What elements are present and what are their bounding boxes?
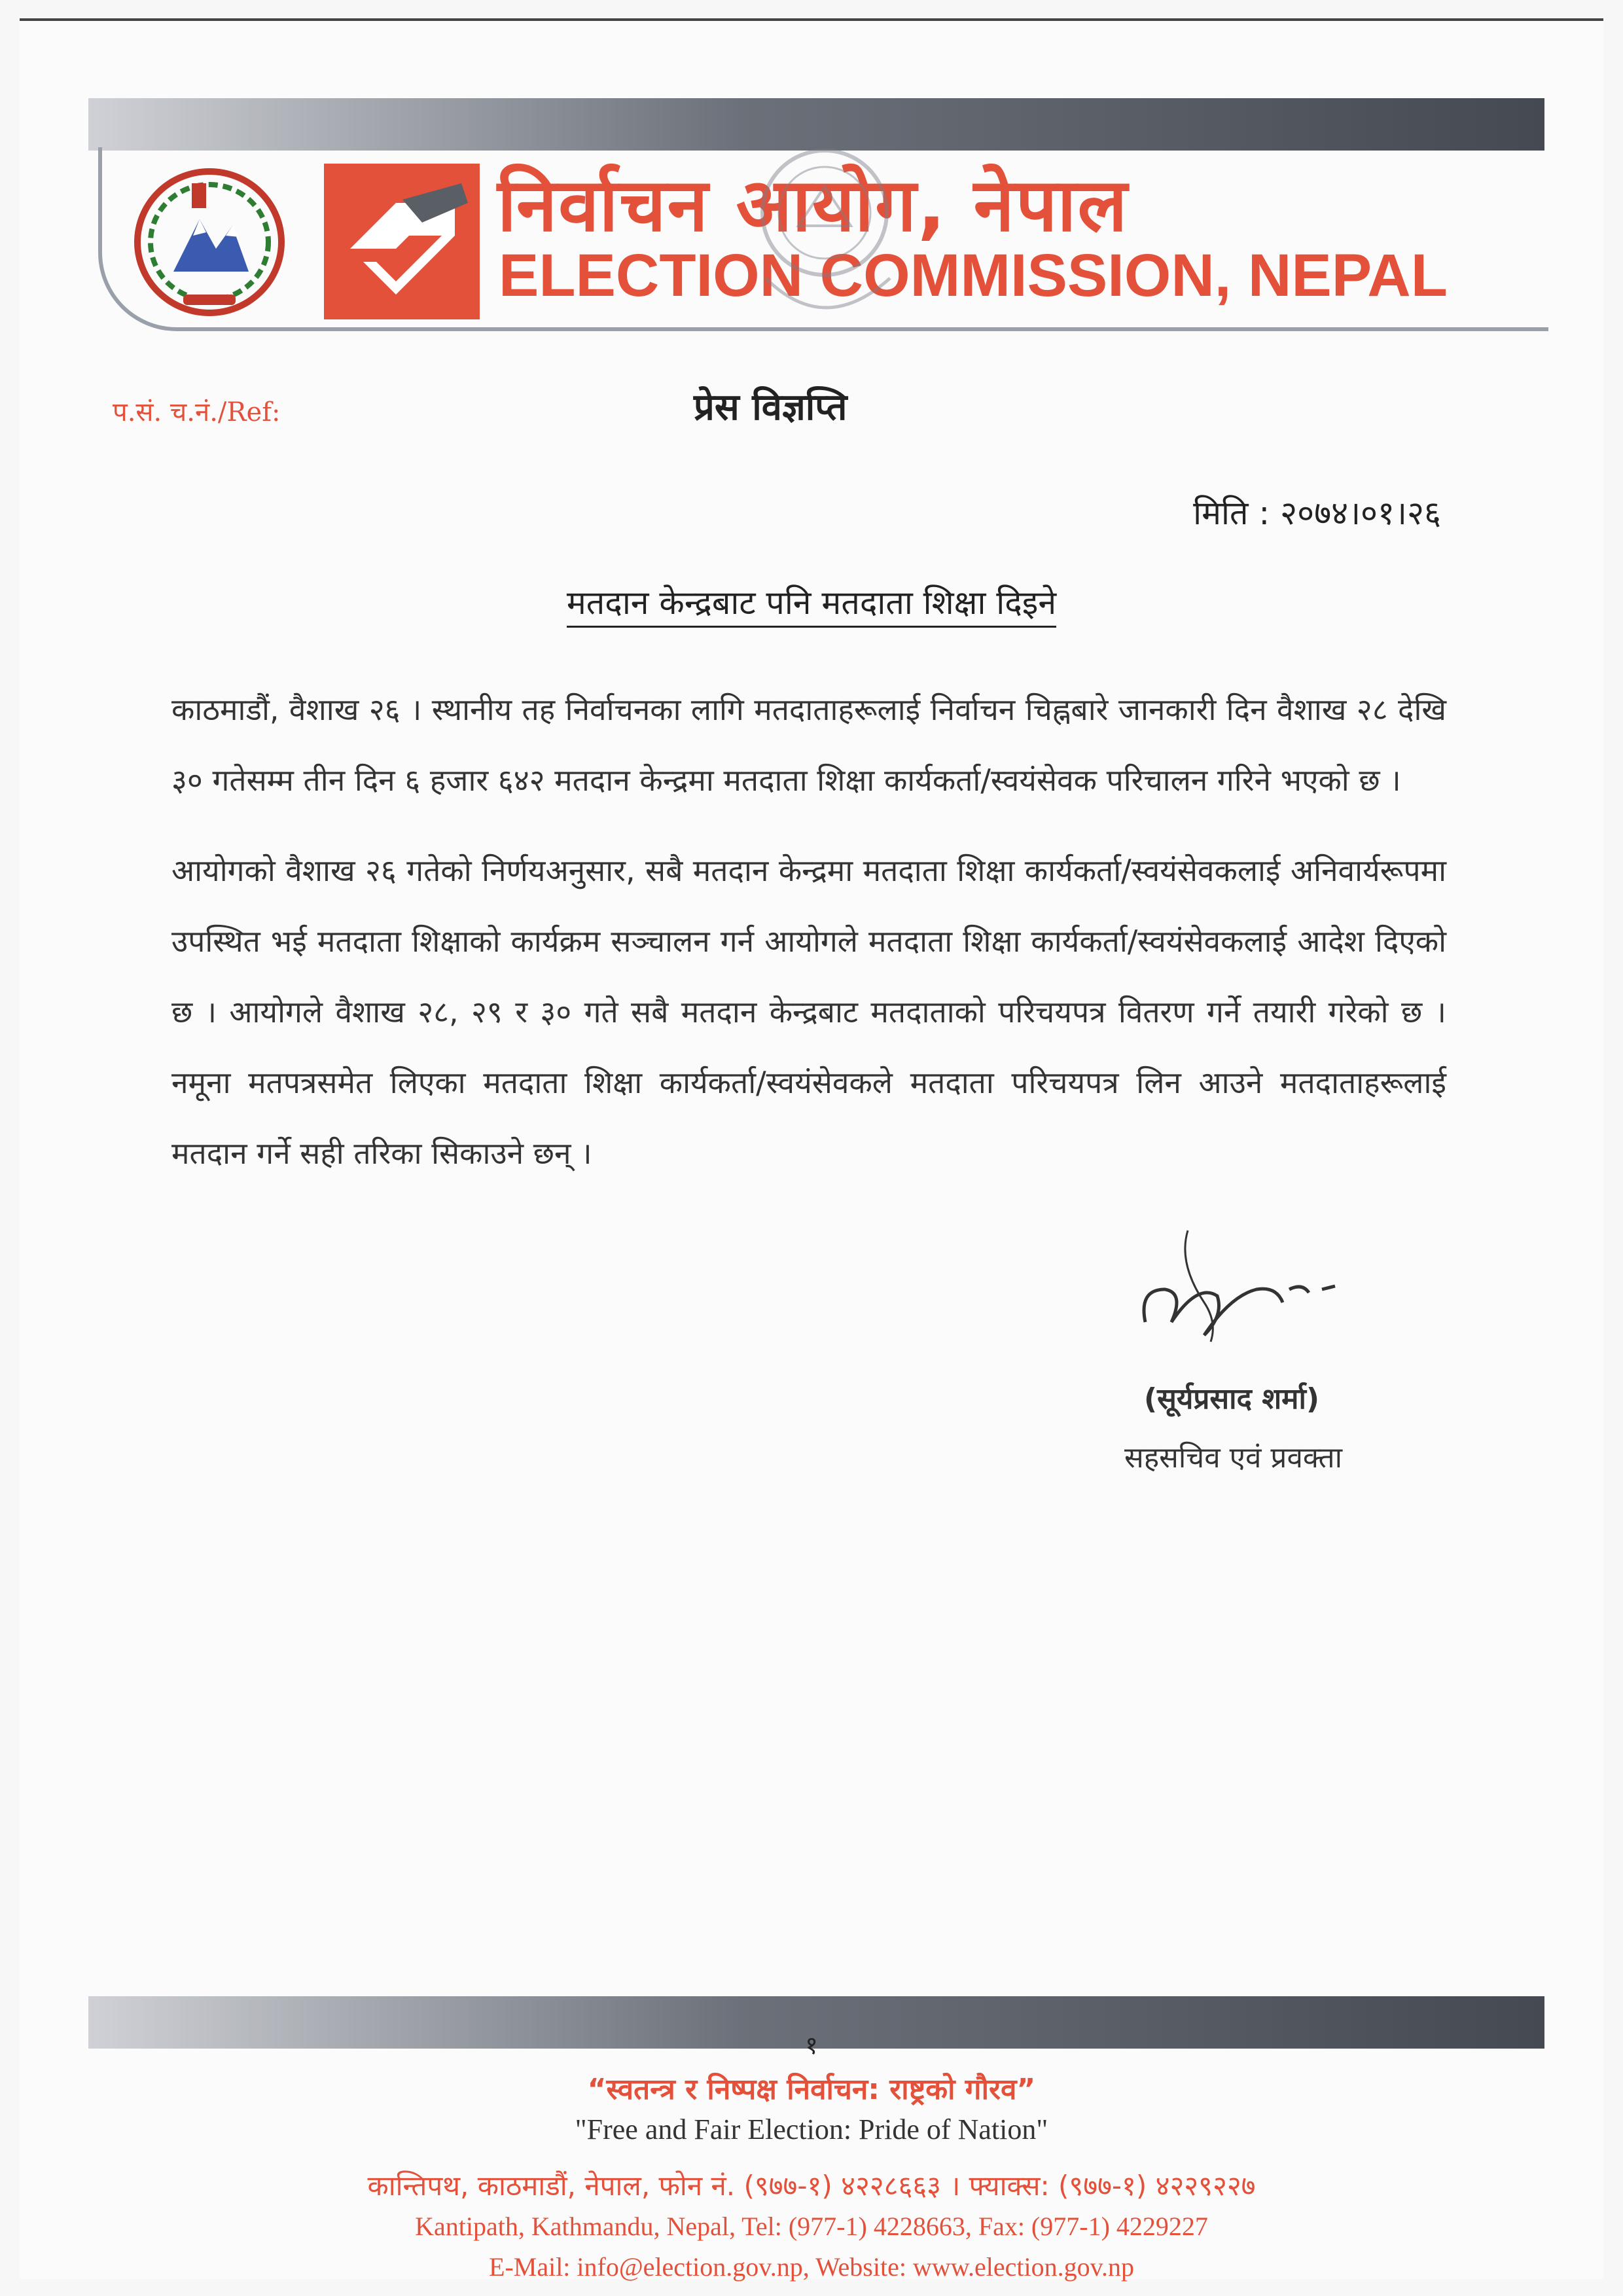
office-title-english: ELECTION COMMISSION, NEPAL — [499, 242, 1448, 309]
signer-title: सहसचिव एवं प्रवक्ता — [1124, 1441, 1342, 1475]
reference-label: प.सं. च.नं./Ref: — [113, 397, 281, 427]
footer-contact: E-Mail: info@election.gov.np, Website: www.election.gov.np — [489, 2252, 1134, 2282]
ballot-box-icon — [324, 164, 480, 319]
signer-name: (सूर्यप्रसाद शर्मा) — [1144, 1382, 1319, 1416]
document-date: मिति : २०७४।०१।२६ — [1193, 494, 1441, 532]
office-seal-icon — [726, 141, 923, 357]
office-title-nepali: निर्वाचन आयोग, नेपाल — [497, 163, 1129, 248]
footer-address-nepali: कान्तिपथ, काठमाडौं, नेपाल, फोन नं. (९७७-१) ४२२८६६३ । फ्याक्स: (९७७-१) ४२२९२२७ — [367, 2170, 1256, 2202]
paragraph-2: आयोगको वैशाख २६ गतेको निर्णयअनुसार, सबै मतदान केन्द्रमा मतदाता शिक्षा कार्यकर्ता/स्वयंसेवकलाई अनिवार्यरूपमा उपस्थित भई मतदाता शिक्षाको कार्यक्रम सञ्चालन गर्न आयोगले मतदाता शिक्षा कार्यकर्ता/स्वयंसेवकलाई आदेश दिएको छ । आयोगले वैशाख २८, २९ र ३० गते सबै मतदान केन्द्रबाट मतदाताको परिचयपत्र वितरण गर्ने तयारी गरेको छ । नमूना मतपत्रसमेत लिएका मतदाता शिक्षा कार्यकर्ता/स्वयंसेवकले मतदाता परिचयपत्र लिन आउने मतदाताहरूलाई मतदान गर्ने सही तरिका सिकाउने छन् । — [171, 853, 1446, 1171]
paragraph-1: काठमाडौं, वैशाख २६ । स्थानीय तह निर्वाचनका लागि मतदाताहरूलाई निर्वाचन चिह्नबारे जानकारी दिन वैशाख २८ देखि ३० गतेसम्म तीन दिन ६ हजार ६४२ मतदान केन्द्रमा मतदाता शिक्षा कार्यकर्ता/स्वयंसेवक परिचालन गरिने भएको छ । — [171, 692, 1446, 798]
footer-address-english: Kantipath, Kathmandu, Nepal, Tel: (977-1) 4228663, Fax: (977-1) 4229227 — [415, 2212, 1208, 2241]
signature-icon — [1126, 1211, 1400, 1361]
footer-slogan-english: "Free and Fair Election: Pride of Nation" — [575, 2113, 1048, 2145]
letter-body — [171, 674, 1446, 1208]
page-number: १ — [805, 2031, 818, 2060]
nepal-emblem-icon — [128, 164, 291, 321]
document-title: प्रेस विज्ञप्ति — [694, 386, 847, 429]
headline-text: मतदान केन्द्रबाट पनि मतदाता शिक्षा दिइने — [567, 584, 1056, 628]
headline — [0, 579, 1623, 624]
footer-slogan-nepali: “स्वतन्त्र र निष्पक्ष निर्वाचन: राष्ट्रको गौरव” — [587, 2073, 1036, 2106]
